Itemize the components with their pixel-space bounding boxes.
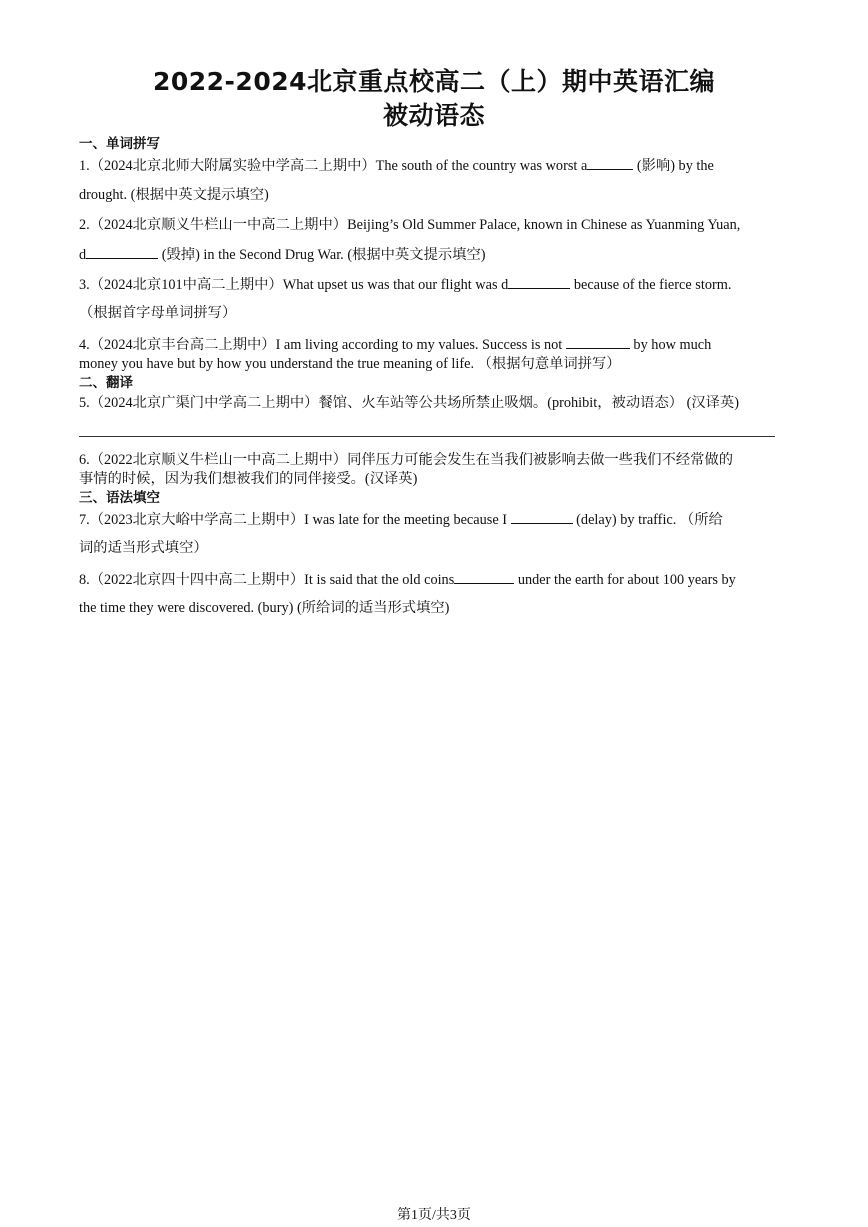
question-3-cont: （根据首字母单词拼写） [79,305,237,321]
question-8-cont: the time they were discovered. (bury) (所给词的适当形式填空) [79,600,450,616]
question-8 [79,569,736,590]
question-3-tail: because of the fierce storm. [570,277,732,293]
question-5: 5.（2024北京广渠门中学高二上期中）餐馆、火车站等公共场所禁止吸烟。(prohibit，被动语态） (汉译英) [79,395,740,411]
section-heading-translation: 二、翻译 [79,375,133,391]
answer-line[interactable] [79,436,775,437]
question-6-cont: 事情的时候，因为我们想被我们的同伴接受。(汉译英) [79,471,418,487]
answer-blank[interactable] [508,274,570,289]
question-6: 6.（2022北京顺义牛栏山一中高二上期中）同伴压力可能会发生在当我们被影响去做一些我们不经常做的 [79,452,734,468]
question-3-text: 3.（2024北京101中高二上期中）What upset us was that our flight was d [79,277,509,293]
section-heading-spelling: 一、单词拼写 [79,136,160,152]
document-title: 2022-2024北京重点校高二（上）期中英语汇编 [152,67,716,96]
question-8-text: 8.（2022北京四十四中高二上期中）It is said that the old coins [79,572,455,588]
section-heading-grammar: 三、语法填空 [79,490,160,506]
question-8-tail: under the earth for about 100 years by [514,572,736,588]
answer-blank[interactable] [454,569,514,584]
document-subtitle: 被动语态 [382,101,485,130]
answer-blank[interactable] [86,244,158,259]
page-number: 第1页/共3页 [397,1208,471,1223]
question-7-tail: (delay) by traffic. （所给 [572,512,723,528]
answer-blank[interactable] [566,334,630,349]
answer-blank[interactable] [511,509,573,524]
question-7-text: 7.（2023北京大峪中学高二上期中）I was late for the meeting because I [79,512,511,528]
question-1-cont: drought. (根据中英文提示填空) [79,187,269,203]
question-1 [79,155,714,176]
question-3 [79,274,731,295]
question-2-letter: d [79,247,87,263]
question-2-cont [79,244,486,265]
question-1-hint: (影响) by the [633,158,714,174]
question-2-hint: (毁掉) in the Second Drug War. (根据中英文提示填空) [158,247,486,263]
answer-blank[interactable] [587,155,633,170]
question-4-text: 4.（2024北京丰台高二上期中）I am living according to my values. Success is not [79,337,566,353]
question-7 [79,509,723,530]
question-1-text: 1.（2024北京北师大附属实验中学高二上期中）The south of the country was worst a [79,158,588,174]
question-4-cont: money you have but by how you understand the true meaning of life. （根据句意单词拼写） [79,356,621,372]
question-4-tail: by how much [629,337,712,353]
question-7-cont: 词的适当形式填空） [79,540,208,556]
question-2: 2.（2024北京顺义牛栏山一中高二上期中）Beijing’s Old Summer Palace, known in Chinese as Yuanming Yuan, [79,217,741,233]
question-4 [79,334,711,355]
